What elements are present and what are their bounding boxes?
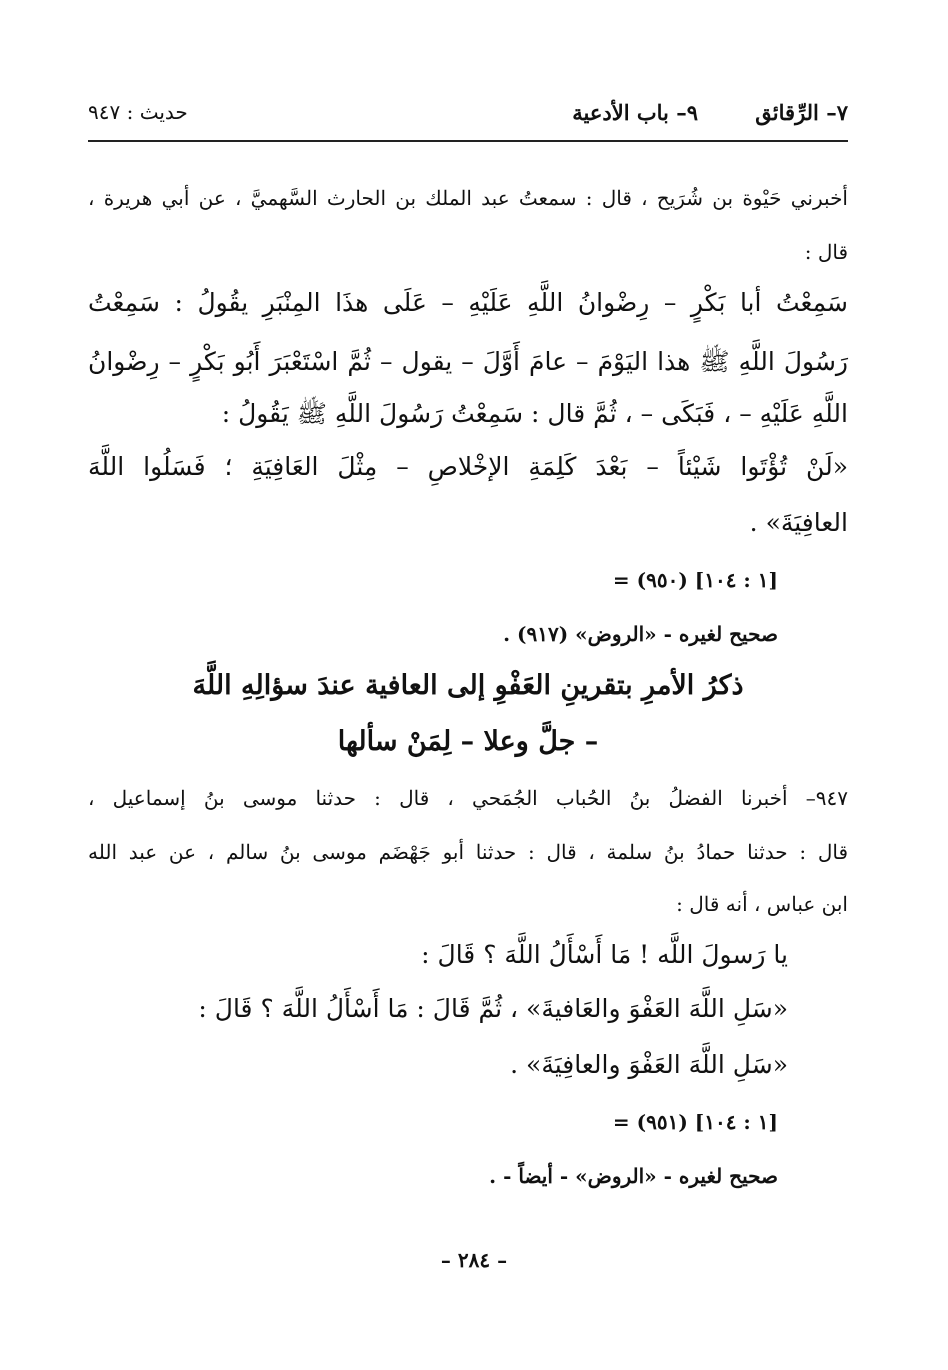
text-line: ابن عباس ، أنه قال : bbox=[676, 892, 848, 916]
cross-reference: = (٩٥٠) [١ : ١٠٤] bbox=[612, 568, 778, 592]
hadith-text-line: يا رَسولَ اللَّه ! مَا أَسْأَلُ اللَّهَ ؟ قَالَ : bbox=[421, 940, 788, 969]
section-title: ٩– باب الأدعية bbox=[572, 100, 698, 125]
grading-note: صحيح لغيره - «الروض» (٩١٧) . bbox=[503, 622, 778, 646]
text-line: ٩٤٧– أخبرنا الفضلُ بنُ الحُباب الجُمَحي ، قال : حدثنا موسى بنُ إسماعيل ، bbox=[88, 786, 848, 810]
hadith-text-line: «لَنْ تُؤْتَوا شَيْئاً – بَعْدَ كَلِمَةِ الإخْلاصِ – مِثْلَ العَافِيَةِ ؛ فَسَلُوا اللَّهَ bbox=[88, 452, 848, 481]
hadith-text-line: العافِيَةَ» . bbox=[749, 508, 848, 537]
page-number: – ٢٨٤ – bbox=[440, 1248, 508, 1272]
header-divider bbox=[88, 140, 848, 142]
chapter-heading: – جلَّ وعلا – لِمَنْ سألها bbox=[337, 726, 599, 757]
chapter-title: ٧– الرِّقائق bbox=[755, 100, 848, 125]
text-line: قال : bbox=[804, 240, 848, 264]
hadith-text-line: «سَلِ اللَّهَ العَفْوَ والعَافيةَ» ، ثُمَّ قَالَ : مَا أَسْأَلُ اللَّهَ ؟ قَالَ : bbox=[198, 994, 788, 1023]
text-line: أخبرني حَيْوة بن شُرَيح ، قال : سمعتُ عبد الملك بن الحارث السَّهميَّ ، عن أبي هريرة ، bbox=[88, 186, 848, 210]
hadith-text-line: سَمِعْتُ أبا بَكْرٍ – رِضْوانُ اللَّهِ عَلَيْهِ – عَلَى هذَا المِنْبَرِ يقُولُ : سَمِعْتُ bbox=[88, 288, 848, 317]
hadith-reference: حديث : ٩٤٧ bbox=[88, 100, 188, 124]
cross-reference: = (٩٥١) [١ : ١٠٤] bbox=[612, 1110, 778, 1134]
text-line: قال : حدثنا حمادُ بنُ سلمة ، قال : حدثنا أبو جَهْضَم موسى بنُ سالم ، عن عبد الله bbox=[88, 840, 848, 864]
grading-note: صحيح لغيره - «الروض» - أيضاً - . bbox=[489, 1164, 778, 1188]
hadith-text-line: اللَّهِ عَلَيْهِ – ، فَبَكَى – ، ثُمَّ قال : سَمِعْتُ رَسُولَ اللَّهِ ﷺ يَقُولُ : bbox=[221, 399, 848, 428]
hadith-text-line: رَسُولَ اللَّهِ ﷺ هذا اليَوْمَ – عامَ أَوَّلَ – يقول – ثُمَّ اسْتَعْبَرَ أَبُو بَكْرٍ – رِضْوانُ bbox=[88, 347, 848, 376]
running-header bbox=[88, 100, 848, 136]
chapter-heading: ذكرُ الأمرِ بتقرينِ العَفْوِ إلى العافية عندَ سؤالِهِ اللَّهَ bbox=[192, 670, 744, 701]
hadith-text-line: «سَلِ اللَّهَ العَفْوَ والعافِيَةَ» . bbox=[510, 1050, 788, 1079]
